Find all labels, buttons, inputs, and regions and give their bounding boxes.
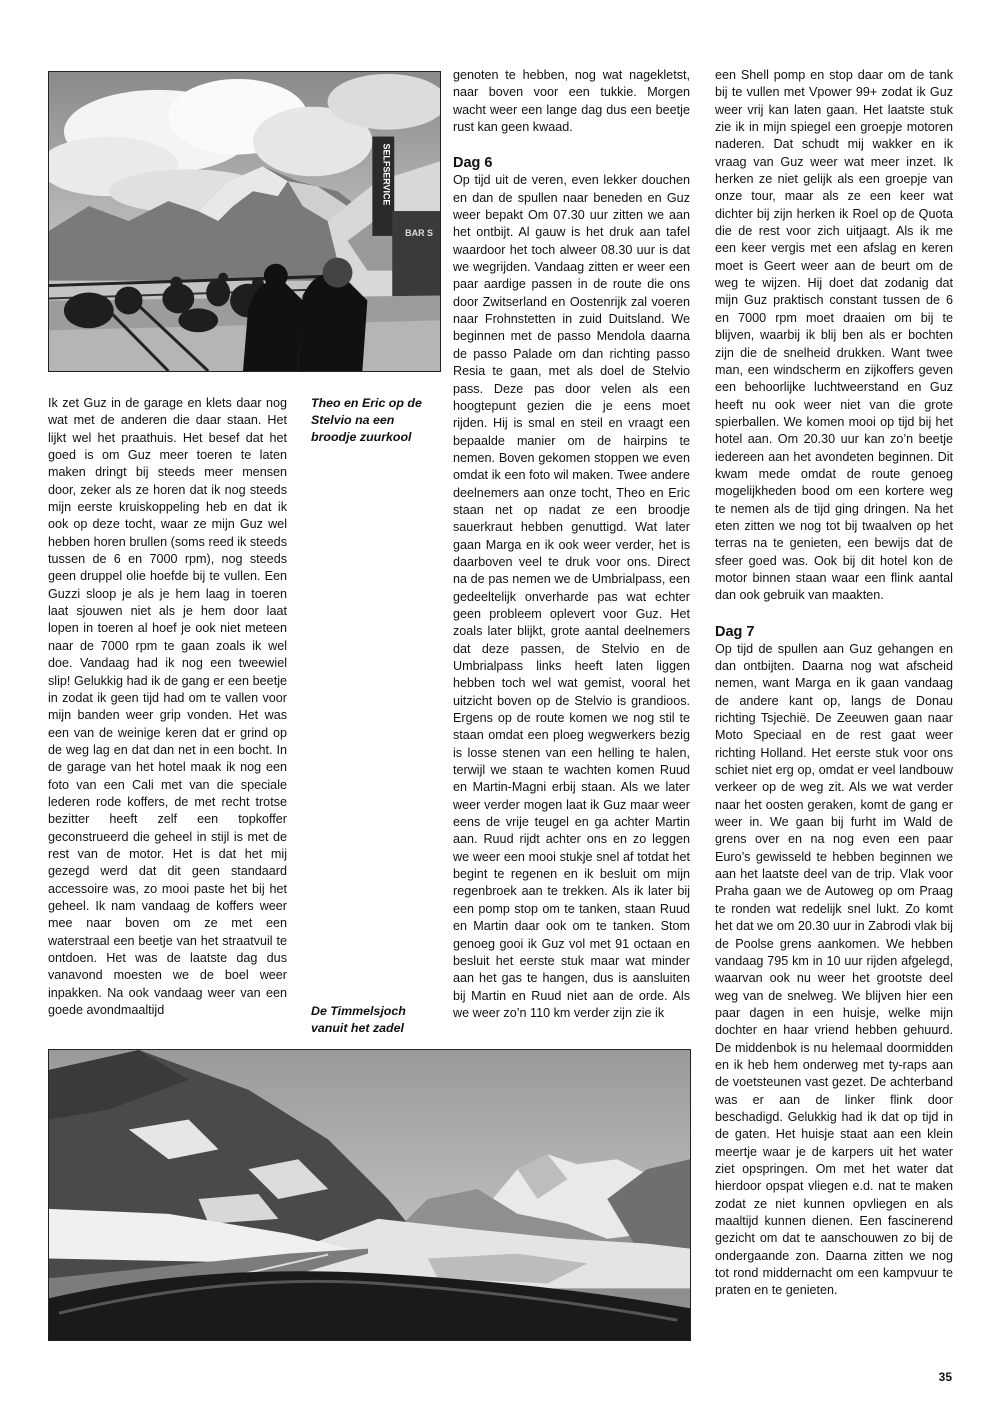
bar-sign: BAR S [405, 227, 434, 238]
top-photo-caption: Theo en Eric op de Stelvio na een broodje zuurkool [311, 396, 422, 444]
day7-heading: Dag 7 [715, 623, 755, 640]
timmelsjoch-photo [48, 1049, 691, 1341]
day6-heading: Dag 6 [453, 155, 493, 172]
left-column [48, 395, 287, 1019]
middle-intro-text: genoten te hebben, nog wat nagekletst, naar boven voor een tukkie. Morgen wacht weer een lange dag dus een beetje rust kan geen kwaad. [453, 68, 690, 135]
right-column-text: een Shell pomp en stop daar om de tank bij te vullen met Vpower 99+ zodat ik Guz weer vrij kan laten gaan. Het laatste stuk zie ik in mijn spiegel een groepje motoren naderen. Dat schudt mij wakker en ik vraag van Guz weer wat meer inzet. Ik herken ze niet gelijk als een groepje van onze tour, maar als ze een keer wat dichter bij zijn herken ik Roel op de Quota die de rest voor zich uitjaagt. Als ik me een keer vergis met een afslag en keren moet is Geert weer aan de beurt om de weg te wijzen. Hij doet dat zodanig dat mijn Guz praktisch constant tussen de 6 en 7000 rpm moet draaien om bij te blijven, waarbij ik blij ben als er bochten zijn die de snelheid drukken. Want twee man, een windscherm en zijkoffers geven een behoorlijke luchtweerstand en Guz heeft nu ook weer niet van die grote spierballen. We komen mooi op tijd bij het hotel aan. Om 20.30 uur kan zo’n beetje iedereen aan het avondeten beginnen. Dit kwam mede omdat de route genoeg mogelijkheden bood om een kortere weg te nemen als de tijd ging dringen. Na het eten zitten we nog tot bij twaalven op het terras na te genieten, een bewijs dat de sfeer goed was. Ook bij dit hotel kon de motor binnen staan waar een flink aantal dan ook gebruik van maakten. [715, 68, 953, 603]
bottom-photo-caption: De Timmelsjoch vanuit het zadel [311, 1004, 406, 1035]
selfservice-sign: SELFSERVICE [381, 143, 392, 206]
left-column-text: Ik zet Guz in de garage en klets daar nog wat met de anderen die daar staan. Het lijkt wel het praathuis. Het besef dat het goed is om Guz meer toeren te laten maken dringt bij steeds meer mensen door, zeker als ze horen dat ik nog steeds mijn eerste kruiskoppeling heb en dat ik ook op deze tocht, waar ze mijn Guz wel hebben horen brullen (soms reed ik steeds tussen de 6 en 7000 rpm), nog steeds geen druppel olie hoefde bij te vullen. Een Guzzi sloop je als je hem laag in toeren laat sjouwen niet als je hem door laat lopen in toeren al hoef je ook niet meteen naar de 7000 rpm te gaan zoals ik wel doe. Vandaag had ik nog een tweewiel slip! Gelukkig had ik de gang er een beetje in zodat ik geen tijd had om te vallen voor mijn banden weer grip vonden. Het was een van de weinige keren dat er grind op de weg lag en dat dan net in een bocht. In de garage van het hotel maak ik nog een foto van een Cali met van die speciale lederen rode koffers, de met recht trotse bezitter heeft zelf een topkoffer geconstrueerd die geheel in stijl is met de rest van de motor. Het is dat het mij gezegd werd dat dit geen standaard accessoire was, zo mooi paste het bij het geheel. Ik nam vandaag de koffers weer mee naar boven om ze met een waterstraal een beetje van het straatvuil te ontdoen. Het was de laatste dag dus vanavond moesten we de boel weer inpakken. Na ook vandaag weer van een goede avondmaaltijd [48, 396, 287, 1018]
day7-text: Op tijd de spullen aan Guz gehangen en dan ontbijten. Daarna nog wat afscheid nemen, want Marga en ik gaan vandaag de andere kant op, langs de Donau richting Tsjechië. De Zeeuwen gaan naar Moto Speciaal en de rest gaat weer richting Holland. Het eerste stuk voor ons schiet niet erg op, omdat er veel landbouw verkeer op de weg zit. Als we wat verder naar het oosten geraken, komt de gang er weer in. We gaan bij furht im Wald de grens over en na nog even een paar Euro’s gewisseld te hebben beginnen we aan het laatste deel van de trip. Vlak voor Praha gaan we de Autoweg op om Praag te ronden wat redelijk snel lukt. Zo komt het dat we om 20.30 uur in Zabrodi vlak bij de Poolse grens aankomen. We hebben vandaag 795 km in 10 uur rijden afgelegd, waarvan ook nu weer het grootste deel weg van de snelweg. We blijven hier een paar dagen in een huisje, welke mijn dochter en haar vriend hebben gehuurd. De middenbok is nu helemaal doormidden en ik heb hem onderweg met ty-raps aan de voetsteunen vast gezet. De achterband was er aan de linker flink door beschadigd. Gelukkig had ik dat op tijd in de gaten. Het huisje staat aan een klein meertje waar je de karpers uit het water ziet opspringen. Om met het water dat hierdoor opspat vliegen e.d. nat te maken zodat ze niet kunnen opvliegen en als maaltijd kunnen dienen. Een fascinerend gezicht om dat te aanschouwen zo bij de ondergaande zon. Daarna zitten we nog tot rond middernacht om een kampvuur te praten en te genieten. [715, 641, 953, 1298]
stelvio-terrace-photo [48, 71, 441, 372]
middle-column [453, 67, 690, 1022]
day6-text: Op tijd uit de veren, even lekker douchen en dan de spullen naar beneden en Guz weer bepakt Om 07.30 uur zitten we aan het ontbijt. Al gauw is het druk aan tafel waardoor het toch alweer 08.30 uur is dat we wegrijden. Vandaag zitten er weer een paar aardige passen in de route die ons door Zwitserland en Oostenrijk zal voeren naar Frohnstetten in zuid Duitsland. We beginnen met de passo Mendola daarna de passo Palade om dan richting passo Resia te gaan, met als doel de Stelvio pass. Deze pas door velen als een hoogtepunt gezien die je eens moet rijden. Hij is smal en steil en vraagt een bepaalde manier om de hairpins te nemen. Boven gekomen stoppen we even omdat ik een foto wil maken. Twee andere deelnemers aan onze tocht, Theo en Eric staan net op nadat ze een broodje sauerkraut hebben genuttigd. Wat later gaan Marga en ik ook weer verder, het is daarboven veel te druk voor ons. Direct na de pas nemen we de Umbrialpass, een gedeeltelijk onverharde pas wat echter geen probleem oplevert voor Guz. Het zoals later blijkt, grote aantal deelnemers dat deze passen, de Stelvio en de Umbrialpass links heeft laten liggen hebben toch wel wat gemist, vooral het uitzicht boven op de Stelvio is grandioos. Ergens op de route komen we nog stil te staan omdat een ploeg wegwerkers bezig is losse stenen van een helling te halen, terwijl we staan te wachten komen Ruud en Martin-Magni erbij staan. Als we later weer verder mogen laat ik Guz maar weer eens de vrije teugel en ga achter Martin aan. Ruud rijdt achter ons en zo leggen we weer een mooi stukje snel af totdat het begint te regenen en ik besluit om mijn regenbroek aan te trekken. Als ik later bij een pomp stop om te tanken, staan Ruud en Martin daar ook om te tanken. Stom genoeg gooi ik Guz vol met 91 octaan en besluit het eerste stuk maar wat minder aan het gas te hangen, dus is aansluiten bij Martin en Ruud niet aan de orde. Als we weer zo’n 110 km verder zijn zie ik [453, 173, 690, 1020]
right-column [715, 67, 953, 1300]
page-number: 35 [938, 1370, 952, 1384]
